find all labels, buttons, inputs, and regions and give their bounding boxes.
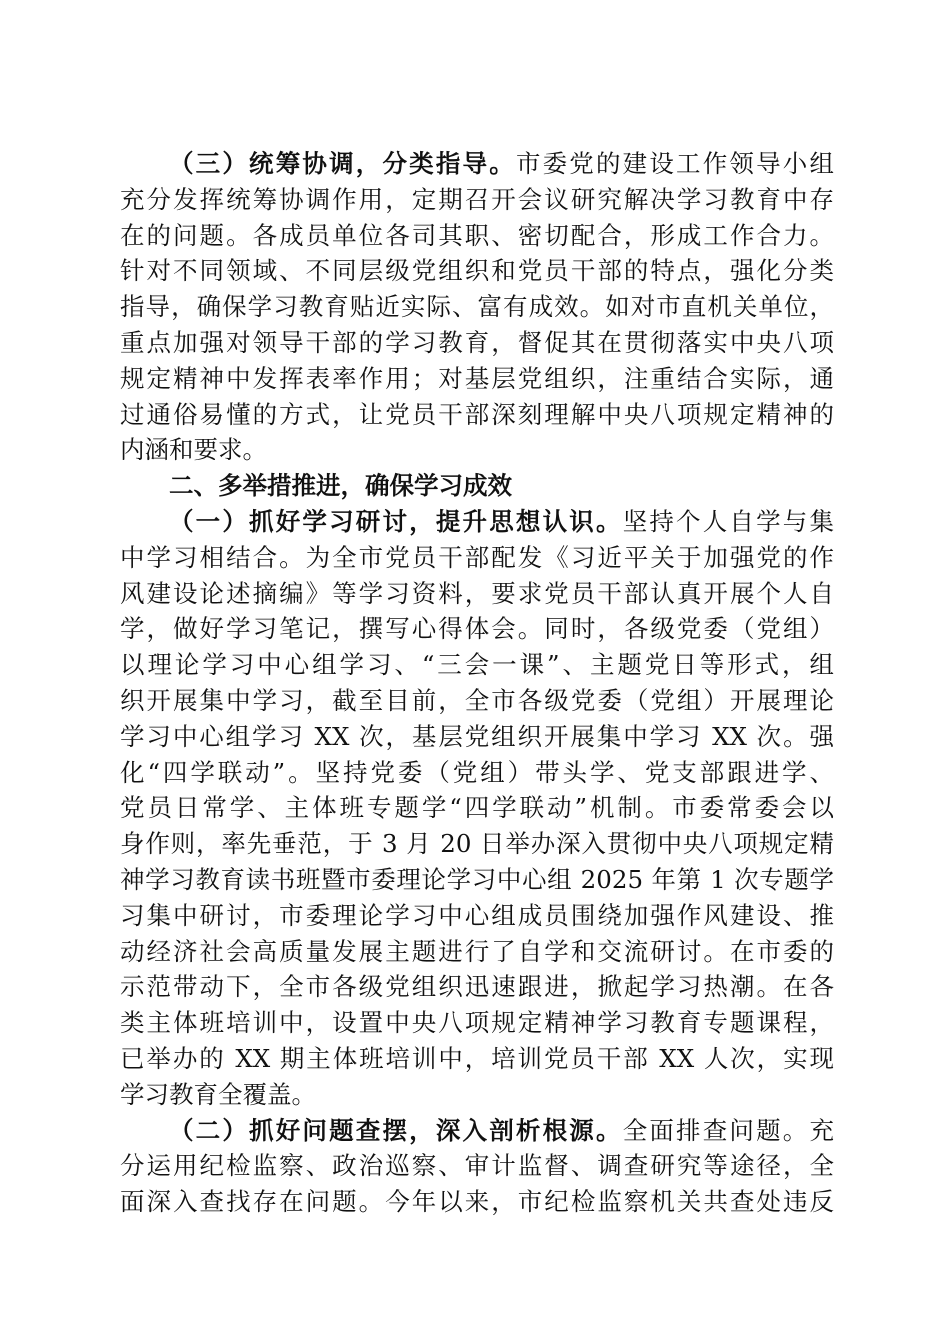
- paragraph-line: [120, 1184, 834, 1220]
- paragraph-line: [120, 540, 834, 576]
- paragraph-line: [120, 611, 834, 647]
- paragraph-text: 指导，确保学习教育贴近实际、富有成效。如对市直机关单位，: [120, 292, 834, 322]
- document-body: [120, 146, 834, 1220]
- paragraph-text: 织开展集中学习，截至目前，全市各级党委（党组）开展理论: [120, 685, 834, 715]
- paragraph-line: [120, 969, 834, 1005]
- paragraph-line: [120, 647, 834, 683]
- paragraph-lead: （二）抓好问题查摆，深入剖析根源。: [169, 1115, 623, 1145]
- paragraph-text: 在的问题。各成员单位各司其职、密切配合，形成工作合力。: [120, 220, 834, 250]
- paragraph-line: [120, 934, 834, 970]
- paragraph-line: [120, 253, 834, 289]
- paragraph-text: 神学习教育读书班暨市委理论学习中心组 2025 年第 1 次专题学: [120, 864, 834, 894]
- paragraph-text: 党员日常学、主体班专题学“四学联动”机制。市委常委会以: [120, 793, 834, 823]
- paragraph-text: 全面排查问题。充: [622, 1115, 834, 1145]
- paragraph-line: [120, 432, 834, 468]
- paragraph-text: 内涵和要求。: [120, 435, 267, 465]
- paragraph-text: 类主体班培训中，设置中央八项规定精神学习教育专题课程，: [120, 1008, 834, 1038]
- paragraph-text: 身作则，率先垂范，于 3 月 20 日举办深入贯彻中央八项规定精: [120, 829, 834, 859]
- paragraph-line: [120, 790, 834, 826]
- paragraph-text: 规定精神中发挥表率作用；对基层党组织，注重结合实际，通: [120, 363, 834, 393]
- paragraph-line: [120, 1005, 834, 1041]
- paragraph-text: 分运用纪检监察、政治巡察、审计监督、调查研究等途径，全: [120, 1151, 834, 1181]
- paragraph-text: 已举办的 XX 期主体班培训中，培训党员干部 XX 人次，实现: [120, 1043, 834, 1073]
- paragraph-line: [120, 397, 834, 433]
- paragraph-line: [120, 1041, 834, 1077]
- paragraph-text: 以理论学习中心组学习、“三会一课”、主题党日等形式，组: [120, 650, 834, 680]
- paragraph-line: [120, 826, 834, 862]
- paragraph-line: [120, 862, 834, 898]
- paragraph-text: 过通俗易懂的方式，让党员干部深刻理解中央八项规定精神的: [120, 399, 834, 429]
- paragraph-line: [120, 719, 834, 755]
- paragraph-line: [120, 182, 834, 218]
- paragraph-text: 化“四学联动”。坚持党委（党组）带头学、党支部跟进学、: [120, 757, 834, 787]
- paragraph-text: 风建设论述摘编》等学习资料，要求党员干部认真开展个人自: [120, 578, 834, 608]
- paragraph-line: [120, 755, 834, 791]
- paragraph-text: 面深入查找存在问题。今年以来，市纪检监察机关共查处违反: [120, 1187, 834, 1217]
- paragraph-line: [120, 325, 834, 361]
- paragraph-text: 重点加强对领导干部的学习教育，督促其在贯彻落实中央八项: [120, 327, 834, 357]
- paragraph-line: [120, 898, 834, 934]
- paragraph-first-line: [120, 504, 834, 540]
- paragraph-text: 动经济社会高质量发展主题进行了自学和交流研讨。在市委的: [120, 936, 834, 966]
- paragraph-line: [120, 683, 834, 719]
- paragraph-text: 针对不同领域、不同层级党组织和党员干部的特点，强化分类: [120, 256, 834, 286]
- paragraph-line: [120, 361, 834, 397]
- paragraph-line: [120, 576, 834, 612]
- paragraph-line: [120, 1077, 834, 1113]
- paragraph-lead: （一）抓好学习研讨，提升思想认识。: [169, 506, 623, 536]
- paragraph-text: 习集中研讨，市委理论学习中心组成员围绕加强作风建设、推: [120, 900, 834, 930]
- paragraph-first-line: [120, 1113, 834, 1149]
- paragraph-line: [120, 1148, 834, 1184]
- paragraph-line: [120, 218, 834, 254]
- paragraph-text: 中学习相结合。为全市党员干部配发《习近平关于加强党的作: [120, 542, 834, 572]
- paragraph-first-line: [120, 146, 834, 182]
- paragraph-lead: （三）统筹协调，分类指导。: [169, 149, 516, 178]
- paragraph-text: 学，做好学习笔记，撰写心得体会。同时，各级党委（党组）: [120, 614, 834, 644]
- paragraph-line: [120, 289, 834, 325]
- paragraph-text: 学习教育全覆盖。: [120, 1079, 316, 1109]
- paragraph-text: 坚持个人自学与集: [622, 506, 834, 536]
- paragraph-text: 充分发挥统筹协调作用，定期召开会议研究解决学习教育中存: [120, 184, 834, 214]
- paragraph-text: 示范带动下，全市各级党组织迅速跟进，掀起学习热潮。在各: [120, 972, 834, 1002]
- paragraph-text: 学习中心组学习 XX 次，基层党组织开展集中学习 XX 次。强: [120, 721, 834, 751]
- paragraph-text: 市委党的建设工作领导小组: [515, 149, 834, 178]
- section-heading: 二、多举措推进，确保学习成效: [169, 471, 512, 501]
